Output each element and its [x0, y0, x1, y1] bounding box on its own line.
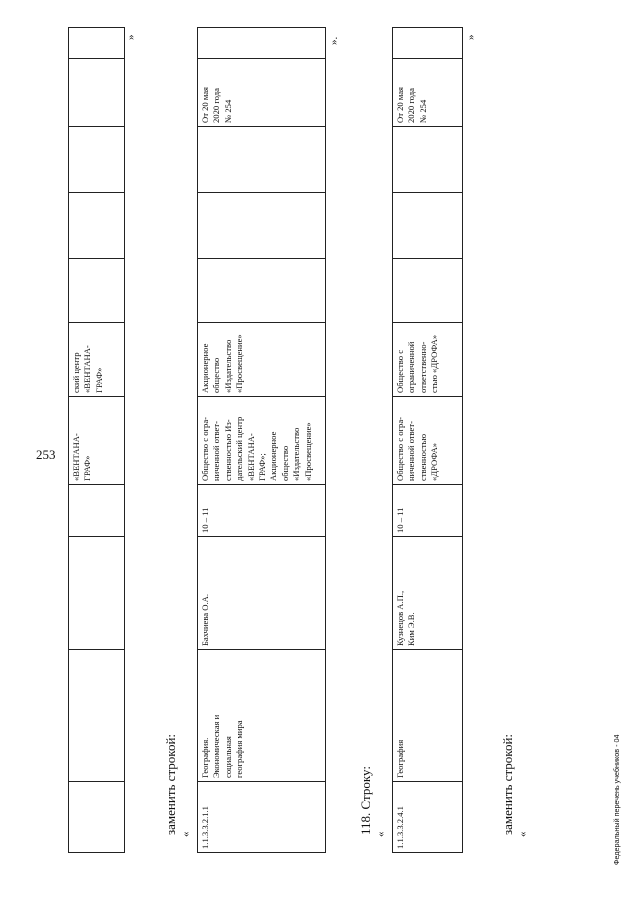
- cell: 10 – 11: [393, 485, 463, 537]
- cell: От 20 мая 2020 года № 254: [198, 59, 326, 127]
- section-heading: заменить строкой:: [500, 733, 515, 835]
- cell: География. Экономическая и социальная география мира: [198, 650, 326, 782]
- closing-quote: »: [465, 34, 477, 40]
- cell: География: [393, 650, 463, 782]
- cell: [393, 259, 463, 323]
- cell: [69, 28, 125, 59]
- cell: Общество с ограниченной ответственно- стью «ДРОФА»: [393, 323, 463, 397]
- cell: [69, 650, 125, 782]
- cell: 1.1.3.3.2.4.1: [393, 782, 463, 853]
- table-replacement-1: [197, 27, 326, 853]
- cell: [393, 193, 463, 259]
- closing-quote: ».: [328, 36, 340, 45]
- section-heading: заменить строкой:: [163, 733, 178, 835]
- cell: [198, 127, 326, 193]
- cell: [393, 28, 463, 59]
- cell: От 20 мая 2020 года № 254: [393, 59, 463, 127]
- cell: [69, 59, 125, 127]
- table-original-row-118: [392, 27, 463, 853]
- cell: 10 – 11: [198, 485, 326, 537]
- cell: [69, 782, 125, 853]
- footer-note: Федеральный перечень учебников - 04: [612, 734, 621, 865]
- cell: Кузнецов А.П., Ким Э.В.: [393, 537, 463, 650]
- page-number: 253: [36, 447, 56, 462]
- cell: [198, 193, 326, 259]
- cell: [69, 127, 125, 193]
- cell: ский центр «ВЕНТАНА- ГРАФ»: [69, 323, 125, 397]
- cell: Акционерное общество «Издательство «Просвещение»: [198, 323, 326, 397]
- section-heading: 118. Строку:: [358, 766, 373, 835]
- cell: Общество с огра- ниченной ответ- ственностью Из- дательский центр «ВЕНТАНА- ГРАФ»; Акционерное общество «Издательство «Просвещение»: [198, 397, 326, 485]
- cell: Общество с огра- ниченной ответ- ственностью «ДРОФА»: [393, 397, 463, 485]
- opening-quote: «: [517, 831, 529, 837]
- closing-quote: »: [125, 34, 137, 40]
- cell: [69, 485, 125, 537]
- cell: [69, 193, 125, 259]
- cell: [69, 537, 125, 650]
- cell: [69, 259, 125, 323]
- cell: [198, 28, 326, 59]
- opening-quote: «: [375, 831, 387, 837]
- table-fragment-top: [68, 27, 125, 853]
- cell: 1.1.3.3.2.1.1: [198, 782, 326, 853]
- cell: [198, 259, 326, 323]
- cell: [393, 127, 463, 193]
- cell: Бахчиева О.А.: [198, 537, 326, 650]
- opening-quote: «: [180, 831, 192, 837]
- cell: «ВЕНТАНА- ГРАФ»: [69, 397, 125, 485]
